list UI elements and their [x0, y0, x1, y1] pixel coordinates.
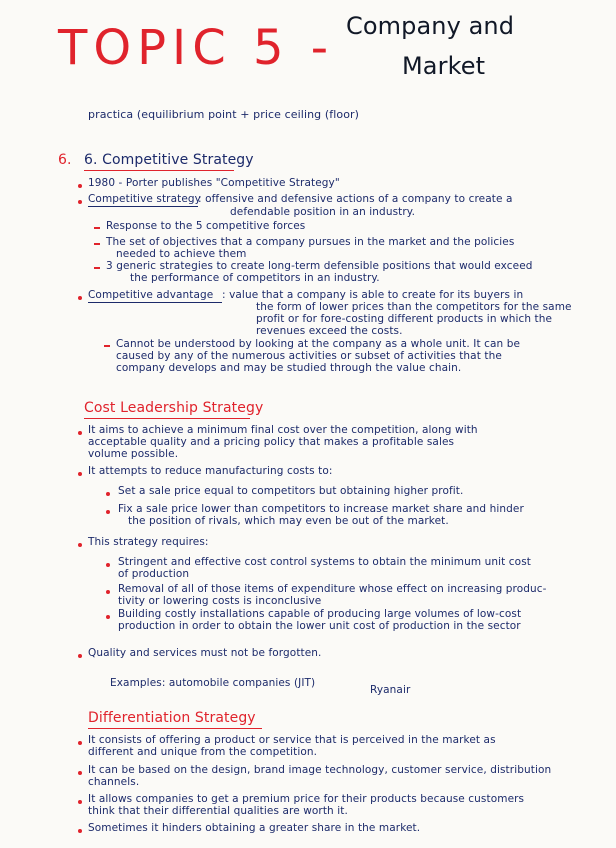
- s6-bullet-3-label: Competitive advantage: [88, 289, 214, 301]
- dash-marker: [94, 267, 100, 269]
- s6-bullet-3-line-1: : value that a company is able to create for its buyers in: [222, 289, 524, 301]
- bullet-dot: [78, 296, 82, 300]
- s6-dash-1: Response to the 5 competitive forces: [106, 220, 306, 232]
- bullet-dot: [78, 200, 82, 204]
- heading-underline: [84, 418, 250, 419]
- s6-bullet-3-line-4: revenues exceed the costs.: [256, 325, 403, 337]
- sub-bullet-dot: [106, 615, 110, 619]
- diff-bullet-2-line-2: channels.: [88, 776, 140, 788]
- s6-bullet-1: 1980 - Porter publishes "Competitive Strategy": [88, 177, 340, 189]
- sub-bullet-dot: [106, 563, 110, 567]
- cost-bullet-3: This strategy requires:: [88, 536, 209, 548]
- cost-bullet-2: It attempts to reduce manufacturing costs to:: [88, 465, 333, 477]
- s6-dash-4-line-3: company develops and may be studied through the value chain.: [116, 362, 462, 374]
- s6-dash-3-line-1: 3 generic strategies to create long-term defensible positions that would exceed: [106, 260, 533, 272]
- diff-bullet-3-line-1: It allows companies to get a premium price for their products because customers: [88, 793, 525, 805]
- s6-dash-4-line-2: caused by any of the numerous activities or subset of activities that the: [116, 350, 502, 362]
- heading-underline: [88, 728, 262, 729]
- s6-dash-2-line-2: needed to achieve them: [116, 248, 247, 260]
- s6-bullet-3-line-3: profit or for fore-costing different products in which the: [256, 313, 553, 325]
- section-6-number: 6.: [58, 152, 72, 168]
- diff-bullet-4: Sometimes it hinders obtaining a greater share in the market.: [88, 822, 421, 834]
- cost-req-3-line-2: production in order to obtain the lower unit cost of production in the sector: [118, 620, 521, 632]
- s6-bullet-2-text-2: defendable position in an industry.: [230, 206, 416, 218]
- cost-bullet-1-line-3: volume possible.: [88, 448, 179, 460]
- cost-sub-2-line-2: the position of rivals, which may even be out of the market.: [128, 515, 449, 527]
- sub-bullet-dot: [106, 510, 110, 514]
- diff-heading: Differentiation Strategy: [88, 710, 256, 726]
- cost-req-3-line-1: Building costly installations capable of producing large volumes of low-cost: [118, 608, 522, 620]
- s6-dash-4-line-1: Cannot be understood by looking at the company as a whole unit. It can be: [116, 338, 521, 350]
- cost-bullet-1-line-1: It aims to achieve a minimum final cost over the competition, along with: [88, 424, 478, 436]
- title-market: Market: [402, 52, 486, 80]
- cost-heading: Cost Leadership Strategy: [84, 400, 264, 416]
- cost-req-1-line-1: Stringent and effective cost control systems to obtain the minimum unit cost: [118, 556, 531, 568]
- dash-marker: [104, 345, 110, 347]
- cost-examples: Examples: automobile companies (JIT): [110, 677, 316, 689]
- bullet-dot: [78, 771, 82, 775]
- bullet-dot: [78, 654, 82, 658]
- bullet-dot: [78, 829, 82, 833]
- s6-dash-2-line-1: The set of objectives that a company pursues in the market and the policies: [106, 236, 515, 248]
- bullet-dot: [78, 543, 82, 547]
- bullet-dot: [78, 431, 82, 435]
- intro-note: practica (equilibrium point + price ceiling (floor): [88, 108, 360, 121]
- topic-title: TOPIC 5 -: [58, 20, 335, 76]
- s6-bullet-3-line-2: the form of lower prices than the competitors for the same: [256, 301, 572, 313]
- cost-example-ryanair: Ryanair: [370, 684, 411, 696]
- bullet-dot: [78, 800, 82, 804]
- sub-bullet-dot: [106, 590, 110, 594]
- cost-bullet-4: Quality and services must not be forgotten.: [88, 647, 322, 659]
- heading-underline: [84, 170, 234, 171]
- cost-req-2-line-2: tivity or lowering costs is inconclusive: [118, 595, 322, 607]
- bullet-dot: [78, 472, 82, 476]
- s6-bullet-2-text-1: : offensive and defensive actions of a company to create a: [198, 193, 513, 205]
- section-6-heading: 6. Competitive Strategy: [84, 152, 254, 168]
- label-underline: [88, 206, 198, 207]
- diff-bullet-3-line-2: think that their differential qualities are worth it.: [88, 805, 348, 817]
- diff-bullet-2-line-1: It can be based on the design, brand image technology, customer service, distribution: [88, 764, 552, 776]
- title-company-and: Company and: [346, 12, 515, 40]
- bullet-dot: [78, 741, 82, 745]
- cost-req-2-line-1: Removal of all of those items of expenditure whose effect on increasing produc-: [118, 583, 547, 595]
- dash-marker: [94, 227, 100, 229]
- cost-bullet-1-line-2: acceptable quality and a pricing policy that makes a profitable sales: [88, 436, 455, 448]
- sub-bullet-dot: [106, 492, 110, 496]
- cost-sub-2-line-1: Fix a sale price lower than competitors to increase market share and hinder: [118, 503, 524, 515]
- cost-sub-1: Set a sale price equal to competitors but obtaining higher profit.: [118, 485, 464, 497]
- dash-marker: [94, 243, 100, 245]
- label-underline: [88, 302, 222, 303]
- bullet-dot: [78, 184, 82, 188]
- diff-bullet-1-line-1: It consists of offering a product or service that is perceived in the market as: [88, 734, 496, 746]
- diff-bullet-1-line-2: different and unique from the competition.: [88, 746, 318, 758]
- s6-bullet-2-label: Competitive strategy: [88, 193, 201, 205]
- cost-req-1-line-2: of production: [118, 568, 190, 580]
- s6-dash-3-line-2: the performance of competitors in an industry.: [130, 272, 380, 284]
